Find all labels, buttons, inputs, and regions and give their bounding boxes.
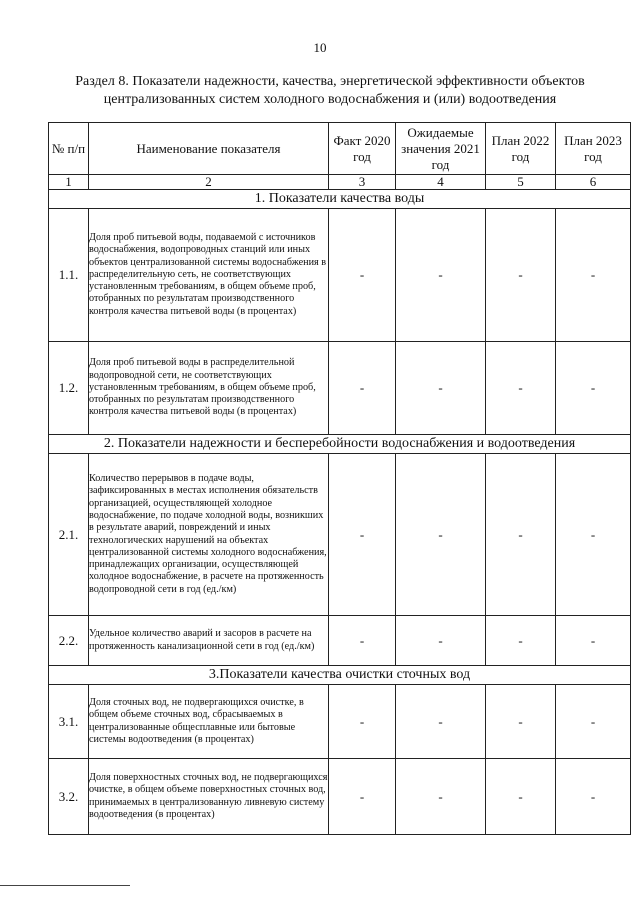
indicator-name: Доля поверхностных сточных вод, не подвергающихся очистке, в общем объеме поверхностных сточных вод, принимаемых в централизованную ливневую систему водоотведения (в процентах) (89, 759, 329, 835)
value-fact-2020: - (329, 209, 396, 342)
table-row (49, 685, 631, 759)
table-row (49, 616, 631, 666)
value-plan-2022: - (486, 454, 556, 616)
value-plan-2022: - (486, 342, 556, 435)
value-expected-2021: - (396, 454, 486, 616)
table-row (49, 454, 631, 616)
value-expected-2021: - (396, 209, 486, 342)
value-plan-2023: - (556, 759, 631, 835)
table-row (49, 342, 631, 435)
row-number: 3.2. (49, 759, 89, 835)
value-plan-2023: - (556, 454, 631, 616)
indicator-name: Доля проб питьевой воды в распределительной водопроводной сети, не соответствующих установленным требованиям, в общем объеме проб, отобранных по результатам производственного контроля качества питьевой воды (в процентах) (89, 342, 329, 435)
column-index: 2 (89, 175, 329, 190)
row-number: 2.2. (49, 616, 89, 666)
section-title: Раздел 8. Показатели надежности, качества, энергетической эффективности объектов централизованных систем холодного водоснабжения и (или) водоотведения (75, 74, 585, 107)
value-plan-2023: - (556, 685, 631, 759)
value-plan-2023: - (556, 342, 631, 435)
footnote-separator (0, 885, 130, 886)
value-expected-2021: - (396, 685, 486, 759)
row-number: 1.2. (49, 342, 89, 435)
value-fact-2020: - (329, 454, 396, 616)
value-plan-2022: - (486, 209, 556, 342)
value-plan-2023: - (556, 616, 631, 666)
value-expected-2021: - (396, 342, 486, 435)
value-plan-2022: - (486, 685, 556, 759)
value-expected-2021: - (396, 759, 486, 835)
table-row (49, 209, 631, 342)
table-row (49, 759, 631, 835)
section-heading: 2. Показатели надежности и бесперебойности водоснабжения и водоотведения (49, 435, 631, 454)
indicators-table (48, 122, 631, 835)
value-fact-2020: - (329, 685, 396, 759)
value-fact-2020: - (329, 759, 396, 835)
header-plan-2022: План 2022 год (486, 123, 556, 175)
column-index: 1 (49, 175, 89, 190)
row-number: 1.1. (49, 209, 89, 342)
value-expected-2021: - (396, 616, 486, 666)
column-index: 4 (396, 175, 486, 190)
indicator-name: Удельное количество аварий и засоров в расчете на протяженность канализационной сети в год (ед./км) (89, 616, 329, 666)
page-number: 10 (313, 40, 327, 55)
header-num: № п/п (49, 123, 89, 175)
header-expected-2021: Ожидаемые значения 2021 год (396, 123, 486, 175)
value-fact-2020: - (329, 342, 396, 435)
row-number: 3.1. (49, 685, 89, 759)
indicator-name: Доля сточных вод, не подвергающихся очистке, в общем объеме сточных вод, сбрасываемых в централизованные общесплавные или бытовые системы водоотведения (в процентах) (89, 685, 329, 759)
value-plan-2022: - (486, 759, 556, 835)
column-index: 6 (556, 175, 631, 190)
column-index: 5 (486, 175, 556, 190)
section-heading: 3.Показатели качества очистки сточных вод (49, 666, 631, 685)
value-plan-2022: - (486, 616, 556, 666)
header-plan-2023: План 2023 год (556, 123, 631, 175)
header-fact-2020: Факт 2020 год (329, 123, 396, 175)
header-name: Наименование показателя (89, 123, 329, 175)
indicator-name: Доля проб питьевой воды, подаваемой с источников водоснабжения, водопроводных станций или иных объектов централизованной системы водоснабжения в распределительную сеть, не соответствующих установленным требованиям, в общем объеме проб, отобранных по результатам производственного контроля качества питьевой воды (в процентах) (89, 209, 329, 342)
value-fact-2020: - (329, 616, 396, 666)
row-number: 2.1. (49, 454, 89, 616)
column-index: 3 (329, 175, 396, 190)
section-heading: 1. Показатели качества воды (49, 190, 631, 209)
value-plan-2023: - (556, 209, 631, 342)
indicator-name: Количество перерывов в подаче воды, зафиксированных в местах исполнения обязательств организацией, осуществляющей холодное водоснабжение, по подаче холодной воды, возникших в результате аварий, повреждений и иных технологических нарушений на объектах централизованной системы холодного водоснабжения, принадлежащих организации, осуществляющей холодное водоснабжение, в расчете на протяженность водопроводной сети в год (ед./км) (89, 454, 329, 616)
